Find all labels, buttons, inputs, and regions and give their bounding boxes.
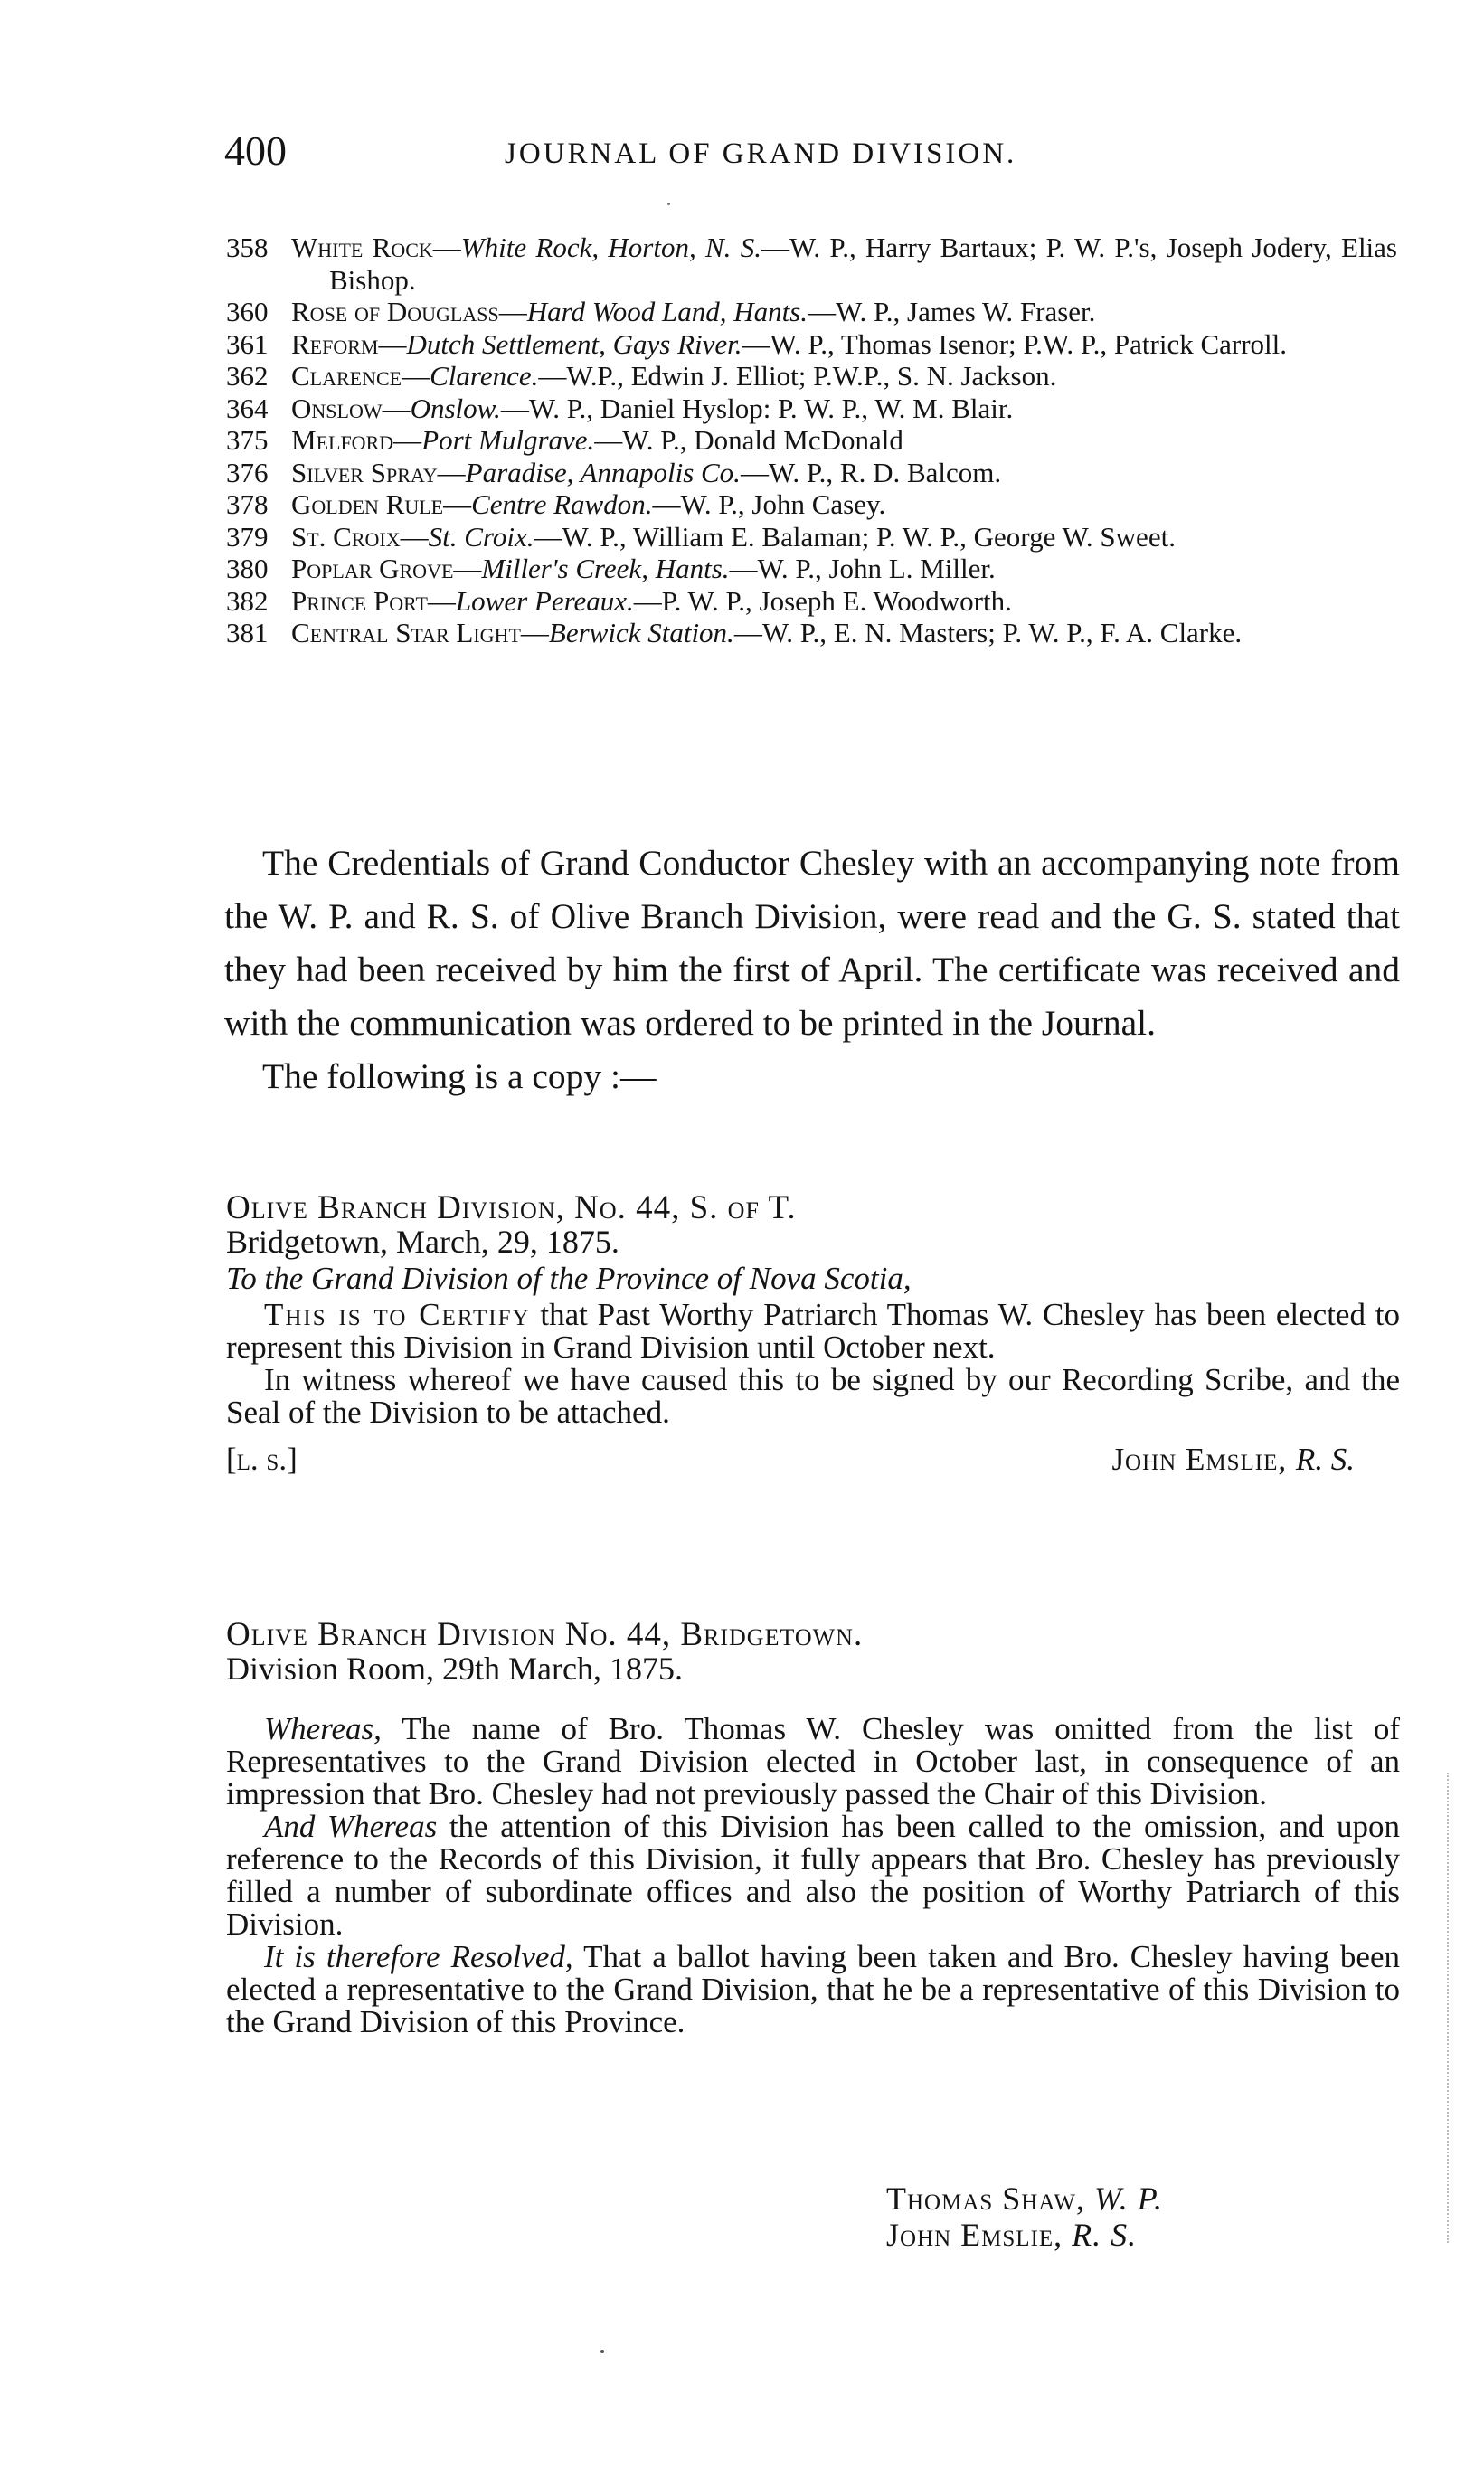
resolution-letter (226, 1616, 1401, 2039)
division-place: Hard Wood Land, Hants. (526, 296, 808, 327)
print-speck (667, 203, 670, 205)
division-name: Golden Rule— (291, 488, 472, 520)
copy-intro: The following is a copy :— (262, 1056, 657, 1096)
division-officers: —W. P., Daniel Hyslop: P. W. P., W. M. Blair. (500, 392, 1014, 424)
division-name: Reform— (291, 327, 407, 360)
resolution-signature-1: Thomas Shaw, W. P. (886, 2181, 1164, 2217)
division-entry (226, 553, 1397, 585)
division-number: 364 (226, 392, 269, 424)
certificate-salutation: To the Grand Division of the Province of Nova Scotia, (226, 1261, 912, 1296)
division-name: Silver Spray— (291, 456, 466, 488)
division-entry (226, 424, 1397, 457)
resolution-place-date: Division Room, 29th March, 1875. (226, 1651, 683, 1687)
resolution-heading: Olive Branch Division No. 44, Bridgetown. (226, 1616, 864, 1653)
division-number: 362 (226, 360, 269, 392)
division-name: Melford— (291, 424, 422, 456)
division-name: Clarence— (291, 360, 430, 392)
print-speck (600, 2350, 604, 2353)
division-place: St. Croix. (428, 520, 534, 553)
division-entry (226, 488, 1397, 521)
division-number: 375 (226, 424, 269, 456)
division-officers: —P. W. P., Joseph E. Woodworth. (633, 584, 1012, 617)
division-number: 360 (226, 296, 269, 327)
division-officers: —W. P., John Casey. (652, 488, 886, 520)
certificate-heading: Olive Branch Division, No. 44, S. of T. (226, 1189, 797, 1226)
division-entry (226, 232, 1397, 296)
division-entry (226, 617, 1397, 649)
division-place: Lower Pereaux. (455, 584, 634, 617)
division-entry (226, 457, 1397, 489)
division-place: Miller's Creek, Hants. (481, 553, 730, 584)
division-place: Centre Rawdon. (471, 488, 653, 520)
resolution-whereas: Whereas, The name of Bro. Thomas W. Chesley was omitted from the list of Representatives to the Grand Division elected in October last, in consequence of an impression that Bro. Chesley had not previously passed the Chair of this Division. (226, 1711, 1400, 1812)
division-number: 378 (226, 488, 269, 520)
division-entry (226, 328, 1397, 361)
division-number: 358 (226, 232, 269, 263)
page-header (224, 127, 1400, 181)
division-officers: —W. P., Thomas Isenor; P.W. P., Patrick Carroll. (742, 327, 1288, 360)
division-officers: —W. P., James W. Fraser. (808, 296, 1096, 327)
division-number: 379 (226, 520, 269, 553)
division-officers: —W. P., Harry Bartaux; P. W. P.'s, Joseph Jodery, Elias Bishop. (329, 232, 1397, 296)
page-edge-shadow (1447, 1773, 1451, 2243)
seal-mark: [l. s.] (226, 1442, 298, 1477)
division-place: Clarence. (430, 360, 539, 392)
division-entry (226, 360, 1397, 393)
division-officers: —W. P., E. N. Masters; P. W. P., F. A. Clarke. (733, 617, 1243, 648)
resolution-and-whereas: And Whereas the attention of this Division has been called to the omission, and upon reference to the Records of this Division, it fully appears that Bro. Chesley has previously filled a number of subordinate offices and also the position of Worthy Patriarch of this Division. (226, 1809, 1400, 1942)
certificate-body (226, 1299, 1400, 1364)
division-name: Poplar Grove— (291, 553, 482, 584)
certificate-letter (226, 1189, 1401, 1489)
division-number: 376 (226, 456, 269, 488)
division-officers: —W. P., John L. Miller. (729, 553, 996, 584)
division-entry (226, 521, 1397, 553)
division-number: 380 (226, 553, 269, 584)
seal-signature-row (226, 1443, 1400, 1489)
page-number: 400 (224, 128, 287, 174)
division-list (226, 232, 1397, 649)
division-number: 381 (226, 617, 269, 648)
division-officers: —W. P., Donald McDonald (594, 424, 903, 456)
division-name: Prince Port— (291, 584, 456, 617)
certify-lead: This is to Certify (264, 1297, 531, 1332)
division-officers: —W. P., William E. Balaman; P. W. P., George W. Sweet. (534, 520, 1176, 553)
resolution-resolved: It is therefore Resolved, That a ballot having been taken and Bro. Chesley having been elected a representative to the Grand Division, that he be a representative of this Division to the Grand Division of this Province. (226, 1939, 1401, 2039)
division-number: 361 (226, 327, 269, 360)
division-place: White Rock, Horton, N. S. (460, 232, 761, 263)
certify-body: that Past Worthy Patriarch Thomas W. Chesley has been elected to represent this Division in Grand Division until October next. (226, 1297, 1401, 1365)
division-place: Dutch Settlement, Gays River. (406, 327, 742, 360)
division-place: Onslow. (410, 392, 501, 424)
division-place: Port Mulgrave. (421, 424, 595, 456)
division-officers: —W. P., R. D. Balcom. (740, 456, 1002, 488)
division-entry (226, 296, 1397, 328)
division-name: St. Croix— (291, 520, 429, 553)
division-name: White Rock— (291, 232, 461, 263)
division-entry (226, 585, 1397, 618)
division-name: Onslow— (291, 392, 411, 424)
resolution-signature-2: John Emslie, R. S. (886, 2217, 1138, 2253)
division-number: 382 (226, 584, 269, 617)
division-entry (226, 393, 1397, 425)
certificate-witness: In witness whereof we have caused this to be signed by our Recording Scribe, and the Seal of the Division to be attached. (226, 1362, 1400, 1430)
division-officers: —W.P., Edwin J. Elliot; P.W.P., S. N. Jackson. (538, 360, 1057, 392)
credentials-paragraph: The Credentials of Grand Conductor Chesley with an accompanying note from the W. P. and R. S. of Olive Branch Division, were read and the G. S. stated that they had been received by him the first of April. The certificate was received and with the communication was ordered to be printed in the Journal. (224, 843, 1400, 1043)
certificate-signature: John Emslie, R. S. (1111, 1442, 1355, 1477)
running-head: JOURNAL OF GRAND DIVISION. (505, 137, 1017, 170)
certificate-place-date: Bridgetown, March, 29, 1875. (226, 1224, 619, 1260)
main-text (224, 837, 1400, 1103)
division-place: Berwick Station. (548, 617, 734, 648)
division-name: Rose of Douglass— (291, 296, 527, 327)
division-name: Central Star Light— (291, 617, 549, 648)
division-place: Paradise, Annapolis Co. (465, 456, 741, 488)
